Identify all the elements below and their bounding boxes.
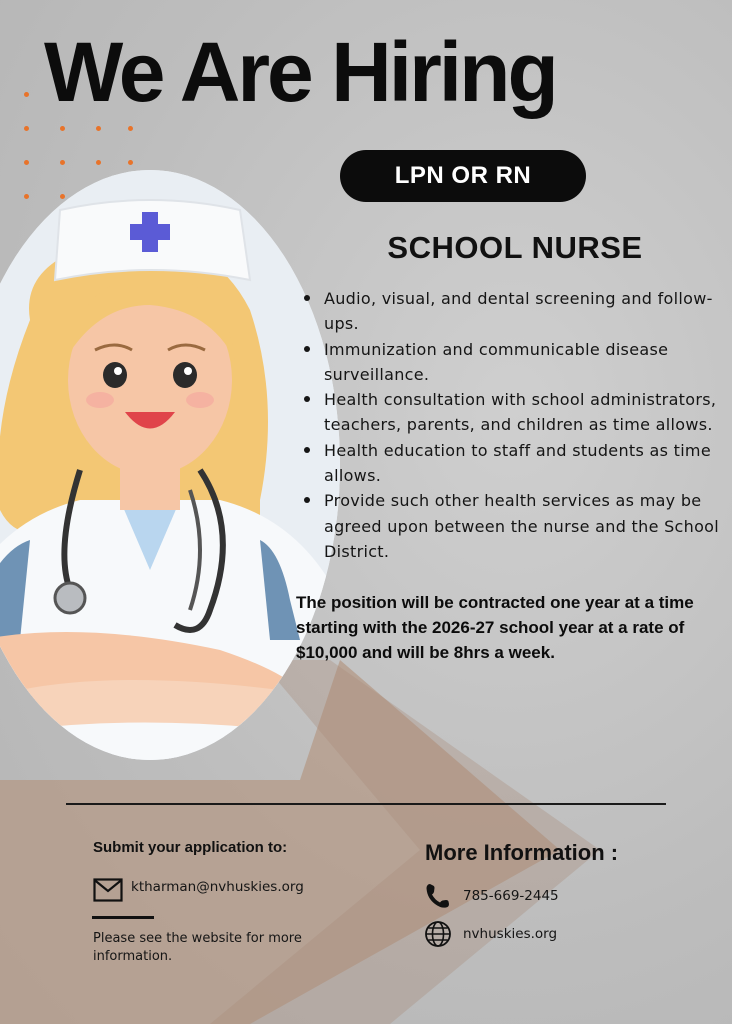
phone-icon — [424, 882, 452, 910]
list-item: Health consultation with school administrators, teachers, parents, and children as time allows. — [300, 387, 720, 438]
list-item: Immunization and communicable disease surveillance. — [300, 337, 720, 388]
globe-icon — [424, 920, 452, 948]
duties-list — [300, 286, 720, 564]
list-item: Audio, visual, and dental screening and follow-ups. — [300, 286, 720, 337]
website-note: Please see the website for more information. — [93, 931, 302, 964]
email-contact — [93, 878, 304, 902]
envelope-icon — [93, 878, 123, 902]
job-title: SCHOOL NURSE — [387, 230, 643, 265]
submit-heading: Submit your application to: — [93, 839, 288, 856]
contract-note: The position will be contracted one year at a time starting with the 2026-27 school year at a rate of $10,000 and will be 8hrs a week. — [296, 593, 694, 662]
more-information-heading: More Information : — [425, 840, 619, 865]
position-type-badge: LPN OR RN — [340, 150, 586, 202]
phone-number[interactable]: 785-669-2445 — [463, 888, 559, 904]
section-divider — [66, 803, 666, 805]
list-item: Provide such other health services as may be agreed upon between the nurse and the School District. — [300, 488, 720, 564]
website-contact — [424, 920, 557, 948]
website-link[interactable]: nvhuskies.org — [463, 926, 558, 942]
email-link[interactable]: ktharman@nvhuskies.org — [131, 879, 304, 895]
list-item: Health education to staff and students as time allows. — [300, 438, 720, 489]
nurse-illustration — [0, 170, 340, 760]
page-title: We Are Hiring — [44, 25, 556, 119]
phone-contact — [424, 882, 559, 910]
short-divider — [92, 916, 154, 919]
